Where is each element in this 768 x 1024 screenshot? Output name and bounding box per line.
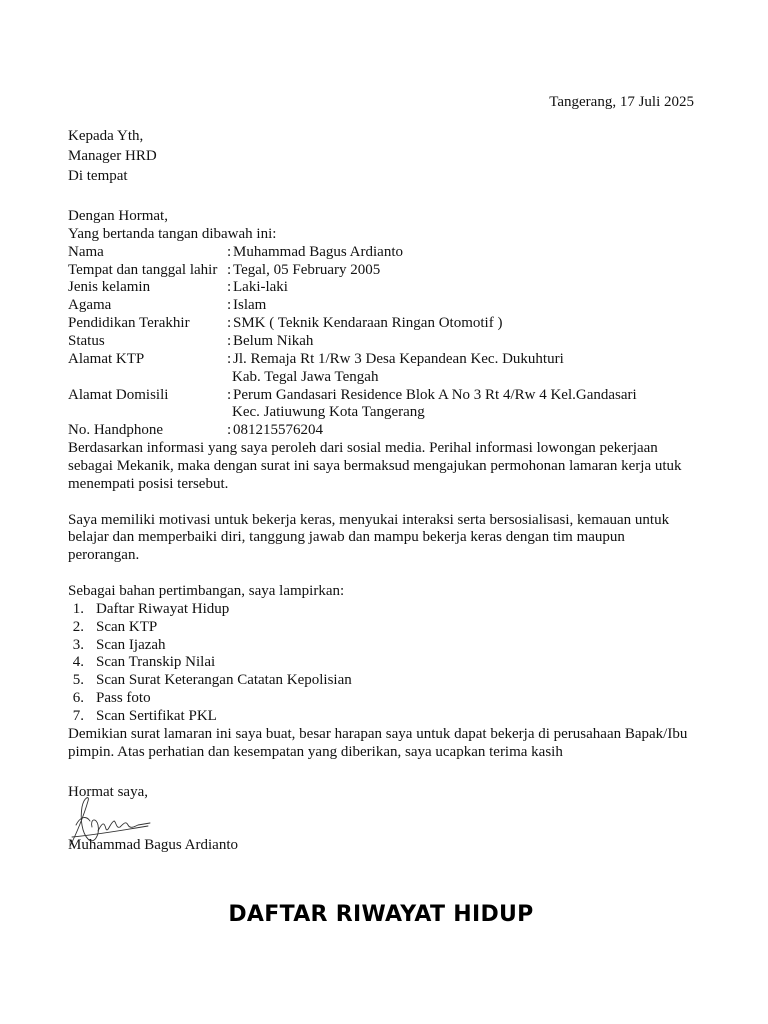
next-page-heading: DAFTAR RIWAYAT HIDUP: [228, 902, 534, 927]
valediction: Hormat saya,: [68, 784, 148, 800]
attachment-number: 5.: [72, 672, 84, 689]
field-row-tempat-tanggal-lahir: [68, 262, 708, 280]
attachment-text: Daftar Riwayat Hidup: [96, 600, 230, 617]
attachment-text: Scan KTP: [96, 618, 158, 635]
field-separator: :: [227, 333, 232, 350]
field-separator: :: [227, 422, 232, 439]
attachment-text: Scan Surat Keterangan Catatan Kepolisian: [96, 672, 352, 689]
closing-line: pimpin. Atas perhatian dan kesempatan yang diberikan, saya ucapkan terima kasih: [68, 743, 563, 760]
attachment-text: Scan Sertifikat PKL: [96, 708, 217, 725]
field-row-jenis-kelamin: [68, 279, 708, 297]
attachment-text: Scan Ijazah: [96, 636, 166, 653]
paragraph-2-line: perorangan.: [68, 547, 140, 564]
field-row-alamat-ktp-continued: [68, 369, 708, 387]
field-label: Agama: [68, 297, 112, 314]
field-row-status: [68, 333, 708, 351]
field-value: Jl. Remaja Rt 1/Rw 3 Desa Kepandean Kec. Dukuhturi: [233, 350, 564, 367]
recipient-line: Manager HRD: [68, 148, 157, 164]
field-label: Alamat Domisili: [68, 386, 169, 403]
attachment-item: [68, 619, 708, 637]
field-label: Nama: [68, 243, 104, 260]
field-separator: :: [227, 350, 232, 367]
letter-body: [68, 208, 708, 762]
attachment-number: 1.: [72, 600, 84, 617]
paragraph-1-line: menempati posisi tersebut.: [68, 475, 229, 492]
attachment-item: [68, 601, 708, 619]
closing-line: Demikian surat lamaran ini saya buat, besar harapan saya untuk dapat bekerja di perusahaan Bapak/Ibu: [68, 725, 688, 742]
field-value: Perum Gandasari Residence Blok A No 3 Rt 4/Rw 4 Kel.Gandasari: [233, 386, 637, 403]
field-value: Islam: [233, 297, 267, 314]
field-separator: :: [227, 279, 232, 296]
field-row-pendidikan: [68, 315, 708, 333]
field-value: 081215576204: [233, 422, 323, 439]
paragraph-1-line: sebagai Mekanik, maka dengan surat ini saya bermaksud mengajukan permohonan lamaran kerja utuk: [68, 458, 682, 475]
signatory-name: Muhammad Bagus Ardianto: [68, 837, 238, 853]
field-separator: :: [227, 297, 232, 314]
field-separator: :: [227, 386, 232, 403]
field-label: Pendidikan Terakhir: [68, 315, 190, 332]
attachment-item: [68, 672, 708, 690]
field-row-alamat-ktp: [68, 351, 708, 369]
field-row-handphone: [68, 422, 708, 440]
attachment-number: 6.: [72, 690, 84, 707]
field-value: Belum Nikah: [233, 333, 314, 350]
field-value: Muhammad Bagus Ardianto: [233, 243, 403, 260]
attachments-intro: Sebagai bahan pertimbangan, saya lampirkan:: [68, 583, 345, 600]
field-label: Alamat KTP: [68, 350, 145, 367]
attachment-item: [68, 654, 708, 672]
field-row-agama: [68, 297, 708, 315]
paragraph-2-line: belajar dan memperbaiki diri, tanggung jawab dan mampu bekerja keras dengan tim maupun: [68, 529, 625, 546]
attachment-number: 3.: [72, 636, 84, 653]
attachment-item: [68, 690, 708, 708]
field-separator: :: [227, 315, 232, 332]
paragraph-2-line: Saya memiliki motivasi untuk bekerja keras, menyukai interaksi serta bersosialisasi, kemauan untuk: [68, 511, 670, 528]
field-label: Tempat dan tanggal lahir: [68, 261, 218, 278]
attachment-text: Scan Transkip Nilai: [96, 654, 216, 671]
field-value-continuation: Kec. Jatiuwung Kota Tangerang: [232, 404, 425, 421]
attachment-item: [68, 637, 708, 655]
attachment-number: 4.: [72, 654, 84, 671]
field-row-alamat-domisili-continued: [68, 404, 708, 422]
field-separator: :: [227, 261, 232, 278]
blank-line: [68, 565, 708, 583]
field-row-alamat-domisili: [68, 387, 708, 405]
attachment-text: Pass foto: [96, 690, 151, 707]
field-label: Status: [68, 333, 105, 350]
field-value: Tegal, 05 February 2005: [233, 261, 381, 278]
intro-line: Yang bertanda tangan dibawah ini:: [68, 225, 277, 242]
attachment-number: 7.: [72, 708, 84, 725]
attachment-item: [68, 708, 708, 726]
recipient-line: Kepada Yth,: [68, 128, 144, 144]
greeting: Dengan Hormat,: [68, 208, 168, 224]
recipient-line: Di tempat: [68, 168, 128, 184]
blank-line: [68, 494, 708, 512]
place-date: Tangerang, 17 Juli 2025: [549, 94, 694, 110]
field-label: No. Handphone: [68, 422, 163, 439]
paragraph-1-line: Berdasarkan informasi yang saya peroleh dari sosial media. Perihal informasi lowongan pekerjaan: [68, 440, 658, 457]
field-value: SMK ( Teknik Kendaraan Ringan Otomotif ): [233, 315, 503, 332]
field-value-continuation: Kab. Tegal Jawa Tengah: [232, 368, 379, 385]
field-separator: :: [227, 243, 232, 260]
recipient-block: [68, 126, 157, 186]
attachment-number: 2.: [72, 618, 84, 635]
field-value: Laki-laki: [233, 279, 288, 296]
field-row-nama: [68, 244, 708, 262]
field-label: Jenis kelamin: [68, 279, 151, 296]
